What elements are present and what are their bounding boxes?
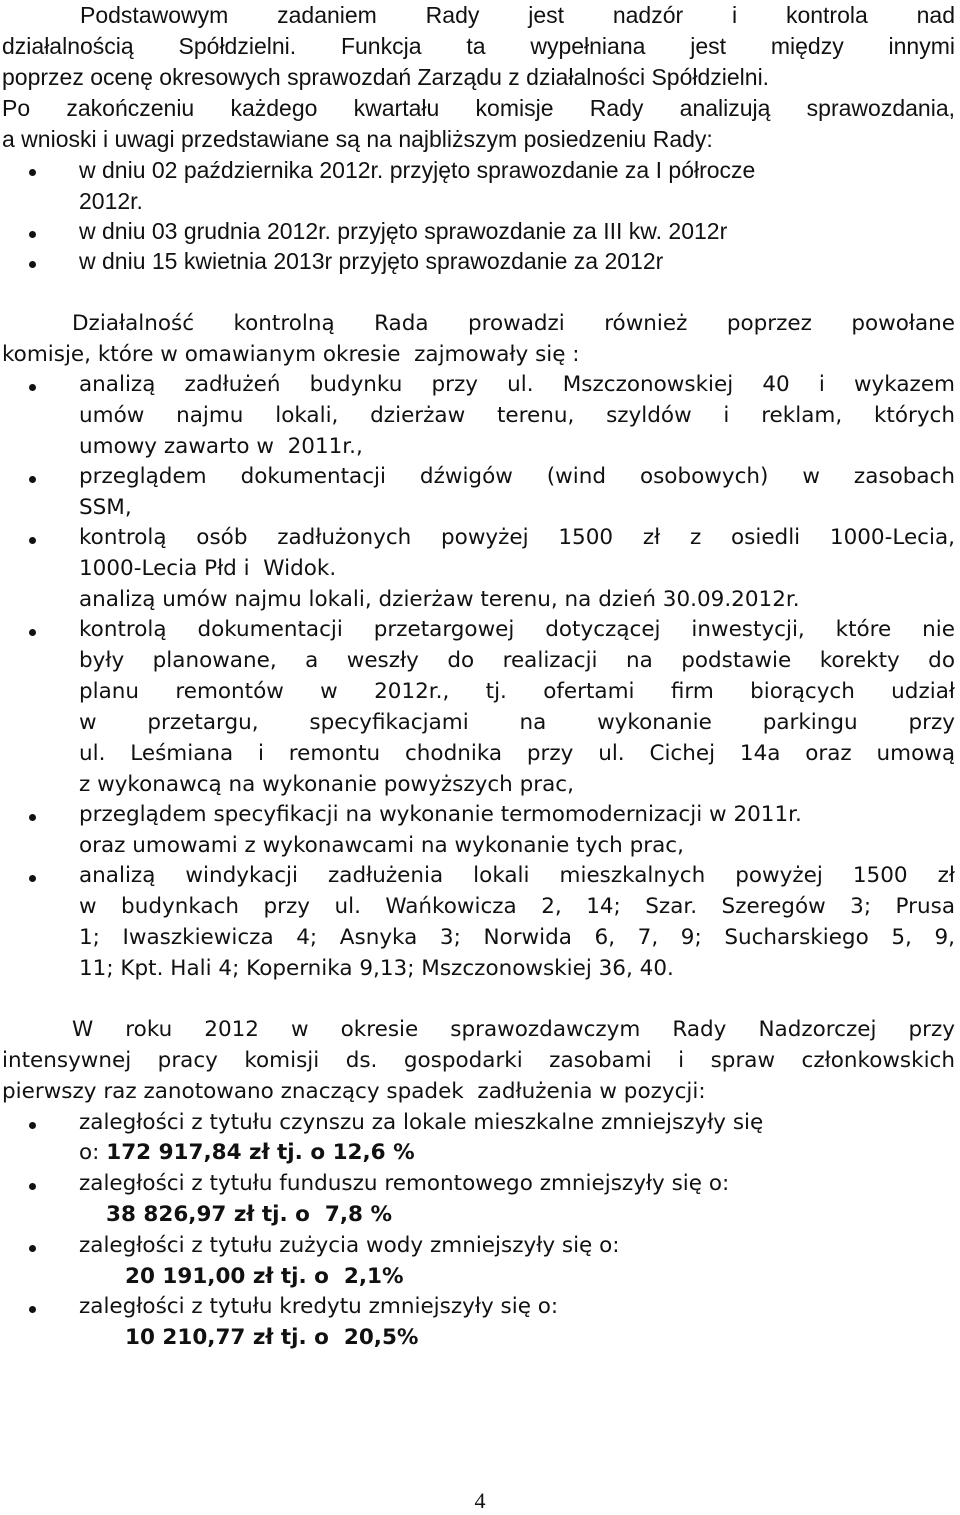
list-item-line: analizą zadłużeń budynku przy ul. Mszczonowskiej 40 i wykazem — [79, 372, 955, 397]
list-item-line: oraz umowami z wykonawcami na wykonanie tych prac, — [79, 833, 684, 858]
list-item-line: umowy zawarto w 2011r., — [79, 434, 363, 459]
list-item-line: były planowane, a weszły do realizacji na podstawie korekty do — [79, 648, 955, 673]
list-item-line: zaległości z tytułu czynszu za lokale mieszkalne zmniejszyły się — [79, 1110, 764, 1135]
bullet-icon — [29, 231, 36, 238]
paragraph-line: Po zakończeniu każdego kwartału komisje Rady analizują sprawozdania, — [2, 95, 955, 121]
paragraph-line: a wnioski i uwagi przedstawiane są na najbliższym posiedzeniu Rady: — [2, 126, 713, 152]
list-item-line: ul. Leśmiana i remontu chodnika przy ul. Cichej 14a oraz umową — [79, 741, 955, 766]
bullet-icon — [29, 384, 36, 391]
bullet-icon — [29, 169, 36, 176]
list-item-line: przeglądem specyfikacji na wykonanie termomodernizacji w 2011r. — [79, 802, 802, 827]
paragraph-line: poprzez ocenę okresowych sprawozdań Zarządu z działalności Spółdzielni. — [2, 64, 770, 90]
paragraph-line: Działalność kontrolną Rada prowadzi również poprzez powołane — [72, 311, 955, 336]
paragraph-line: intensywnej pracy komisji ds. gospodarki zasobami i spraw członkowskich — [2, 1048, 955, 1073]
list-item-line: w dniu 03 grudnia 2012r. przyjęto sprawozdanie za III kw. 2012r — [79, 218, 728, 244]
amount-value: 38 826,97 zł tj. o 7,8 % — [106, 1202, 392, 1227]
list-item-line: zaległości z tytułu zużycia wody zmniejszyły się o: — [79, 1233, 620, 1258]
amount-value: 172 917,84 zł tj. o 12,6 % — [106, 1140, 415, 1165]
bullet-icon — [29, 476, 36, 483]
bullet-icon — [29, 1306, 36, 1313]
list-item-line: umów najmu lokali, dzierżaw terenu, szyldów i reklam, których — [79, 403, 955, 428]
list-item-line: 11; Kpt. Hali 4; Kopernika 9,13; Mszczonowskiej 36, 40. — [79, 956, 674, 981]
paragraph-line: komisje, które w omawianym okresie zajmowały się : — [2, 342, 580, 367]
paragraph-line: W roku 2012 w okresie sprawozdawczym Rady Nadzorczej przy — [72, 1017, 955, 1042]
list-item-line: 1000-Lecia Płd i Widok. — [79, 556, 337, 581]
bullet-icon — [29, 1183, 36, 1190]
list-item-line — [125, 1261, 404, 1292]
amount-value: 10 210,77 zł tj. o 20,5% — [125, 1325, 419, 1350]
amount-value: 20 191,00 zł tj. o 2,1% — [125, 1264, 404, 1289]
list-item-line: zaległości z tytułu funduszu remontowego zmniejszyły się o: — [79, 1171, 730, 1196]
list-item-line: kontrolą osób zadłużonych powyżej 1500 zł z osiedli 1000-Lecia, — [79, 525, 955, 550]
list-item-line: przeglądem dokumentacji dźwigów (wind osobowych) w zasobach — [79, 464, 955, 489]
bullet-icon — [29, 629, 36, 636]
list-item-line: z wykonawcą na wykonanie powyższych prac, — [79, 772, 574, 797]
bullet-icon — [29, 1122, 36, 1129]
list-item-line: w budynkach przy ul. Wańkowicza 2, 14; Szar. Szeregów 3; Prusa — [79, 894, 955, 919]
page-number: 4 — [474, 1488, 486, 1513]
bullet-icon — [29, 537, 36, 544]
list-item-line: kontrolą dokumentacji przetargowej dotyczącej inwestycji, które nie — [79, 617, 955, 642]
list-item-line — [106, 1199, 392, 1230]
list-item-line — [125, 1322, 418, 1353]
list-item-line: analizą umów najmu lokali, dzierżaw terenu, na dzień 30.09.2012r. — [79, 587, 800, 612]
amount-prefix: o: — [79, 1140, 107, 1165]
list-item-line: 2012r. — [79, 188, 143, 214]
bullet-icon — [29, 1245, 36, 1252]
list-item-line: w dniu 15 kwietnia 2013r przyjęto sprawozdanie za 2012r — [79, 248, 664, 274]
paragraph-line: pierwszy raz zanotowano znaczący spadek zadłużenia w pozycji: — [2, 1079, 706, 1104]
list-item-line: w przetargu, specyfikacjami na wykonanie parkingu przy — [79, 710, 955, 735]
bullet-icon — [29, 814, 36, 821]
list-item-line: SSM, — [79, 495, 132, 520]
list-item-line: w dniu 02 października 2012r. przyjęto sprawozdanie za I półrocze — [79, 157, 756, 183]
bullet-icon — [29, 261, 36, 268]
list-item-line: zaległości z tytułu kredytu zmniejszyły się o: — [79, 1294, 559, 1319]
paragraph-line: Podstawowym zadaniem Rady jest nadzór i kontrola nad — [80, 2, 955, 28]
list-item-line: 1; Iwaszkiewicza 4; Asnyka 3; Norwida 6, 7, 9; Sucharskiego 5, 9, — [79, 925, 955, 950]
list-item-line: planu remontów w 2012r., tj. ofertami firm biorących udział — [79, 679, 955, 704]
list-item-line — [79, 1137, 415, 1168]
bullet-icon — [29, 875, 36, 882]
paragraph-line: działalnością Spółdzielni. Funkcja ta wypełniana jest między innymi — [2, 33, 955, 59]
list-item-line: analizą windykacji zadłużenia lokali mieszkalnych powyżej 1500 zł — [79, 863, 955, 888]
